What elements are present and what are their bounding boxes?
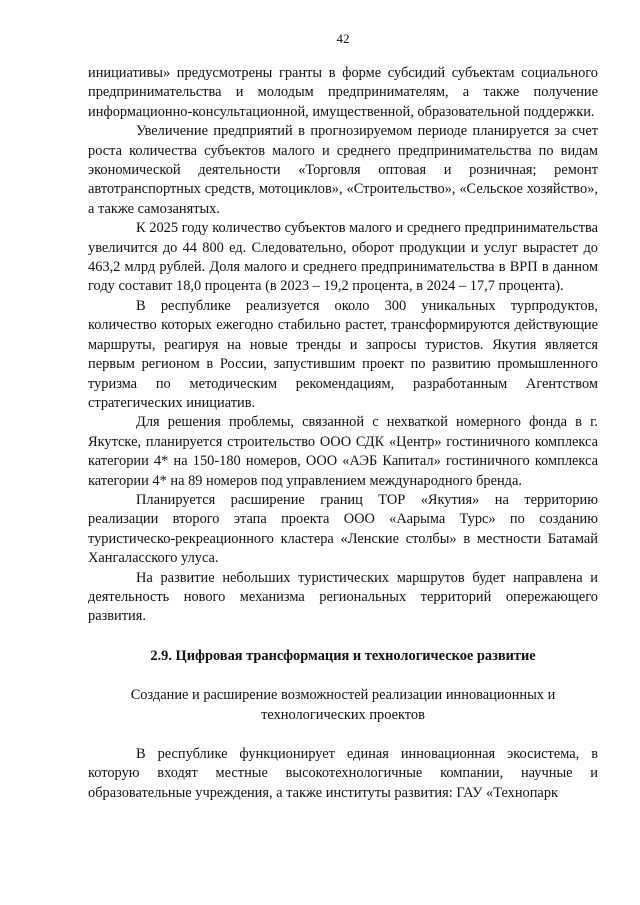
paragraph-enterprise-growth: Увеличение предприятий в прогнозируемом периоде планируется за счет роста количества субъектов малого и среднего предпринимательства по видам экономической деятельности «Торговля оптовая и розничная; ремонт автотранспортных средств, мотоциклов», «Строительство», «Сельское хозяйство», а также самозанятых. — [88, 123, 598, 217]
paragraph-hotel-construction: Для решения проблемы, связанной с нехваткой номерного фонда в г. Якутске, планируется строительство ООО СДК «Центр» гостиничного комплекса категории 4* на 150-180 номеров, ООО «АЭБ Капитал» гостиничного комплекса категории 4* на 89 номеров под управлением международного бренда. — [88, 414, 598, 489]
paragraph-continuation: инициативы» предусмотрены гранты в форме субсидий субъектам социального предпринимательства и молодым предпринимателям, а также получение информационно-консультационной, имущественной, образовательной поддержки. — [88, 65, 598, 120]
section-heading: 2.9. Цифровая трансформация и технологическое развитие — [150, 647, 536, 664]
document-body — [88, 64, 598, 803]
paragraph-tourism-products: В республике реализуется около 300 уникальных турпродуктов, количество которых ежегодно стабильно растет, трансформируются действующие маршруты, реагируя на новые тренды и запросы туристов. Якутия является первым регионом в России, запустившим проект по развитию промышленного туризма по методическим рекомендациям, разработанным Агентством стратегических инициатив. — [88, 297, 598, 411]
paragraph-tor-expansion: Планируется расширение границ ТОР «Якутия» на территорию реализации второго этапа проекта ООО «Аарыма Турс» по созданию туристическо-рекреационного кластера «Ленские столбы» в местности Батамай Хангаласского улуса. — [88, 491, 598, 567]
page-number: 42 — [336, 31, 350, 46]
subsection-heading: Создание и расширение возможностей реализации инновационных и технологических проектов — [130, 687, 556, 723]
paragraph-innovation-ecosystem: В республике функционирует единая инновационная экосистема, в которую входят местные высокотехнологичные компании, научные и образовательные учреждения, а также институты развития: ГАУ «Технопарк — [88, 746, 598, 801]
paragraph-tourist-routes: На развитие небольших туристических маршрутов будет направлена и деятельность нового механизма региональных территорий опережающего развития. — [88, 569, 598, 625]
paragraph-sme-forecast: К 2025 году количество субъектов малого и среднего предпринимательства увеличится до 44 800 ед. Следовательно, оборот продукции и услуг вырастет до 463,2 млрд рублей. Доля малого и среднего предпринимательства в ВРП в данном году составит 18,0 процента (в 2023 – 19,2 процента, в 2024 – 17,7 процента). — [88, 220, 598, 295]
